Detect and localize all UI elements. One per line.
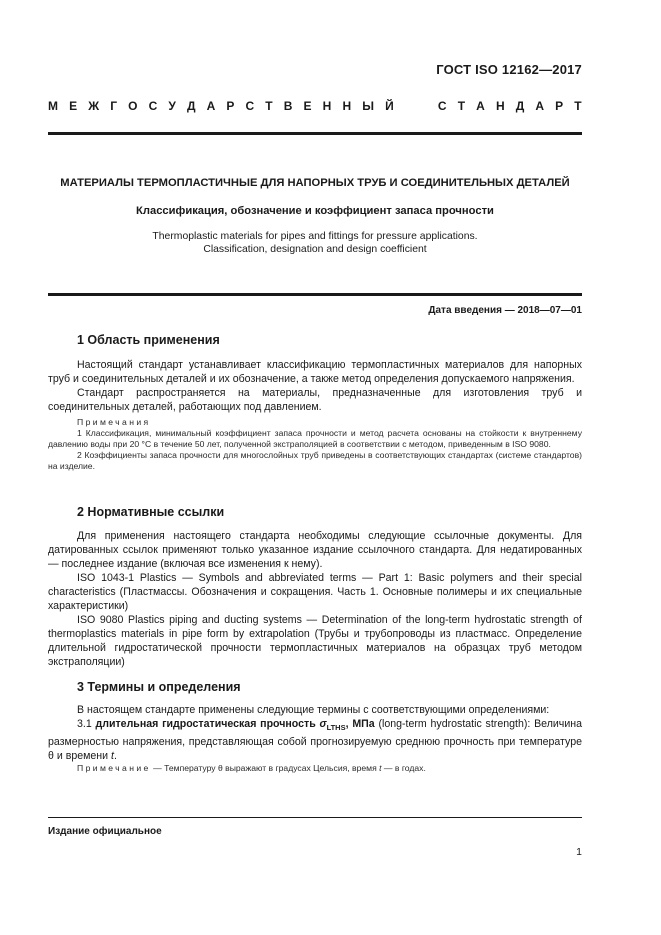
heading-letter: С: [148, 99, 158, 113]
heading-letter: Е: [69, 99, 78, 113]
heading-letter: Ж: [88, 99, 100, 113]
term-unit: , МПа: [345, 718, 375, 730]
section-2-paragraph-1: Для применения настоящего стандарта необходимы следующие ссылочные документы. Для датированных ссылок применяют только указанное издание ссылочного стандарта. Для недатированных — последнее издание (включая все изменения к нему).: [48, 530, 582, 570]
section-2-title: 2 Нормативные ссылки: [77, 505, 225, 519]
english-title-line-1: Thermoplastic materials for pipes and fittings for pressure applications.: [152, 231, 478, 242]
heading-letter: Й: [385, 99, 394, 113]
introduction-date: Дата введения — 2018—07—01: [428, 305, 582, 316]
term-symbol: σ: [319, 718, 327, 730]
term-end: .: [113, 750, 117, 763]
heading-letter: Н: [495, 99, 505, 113]
note-2: 2 Коэффициенты запаса прочности для многослойных труб приведены в соответствующих стандартах (системе стандартов) на изделие.: [48, 450, 582, 471]
section-3-note-line: [48, 763, 582, 774]
section-1-notes: [48, 417, 582, 472]
heading-letter: Д: [515, 99, 525, 113]
heading-letter: А: [476, 99, 485, 113]
title-rule: [48, 293, 582, 296]
document-number: ГОСТ ISO 12162—2017: [436, 62, 582, 77]
term-name: длительная гидростатическая прочность: [95, 718, 316, 730]
section-1-paragraph-2: Стандарт распространяется на материалы, предназначенные для изготовления труб и соединительных деталей, работающих под давлением.: [48, 387, 582, 413]
note-text-b: — в годах.: [381, 763, 426, 773]
heading-letter: Р: [226, 99, 235, 113]
interstate-standard-heading: [48, 99, 582, 113]
heading-letter: Е: [303, 99, 312, 113]
term-definition: (long-term hydrostatic strength): Величина размерностью напряжения, представляющая собой прогнозируемую среднюю прочность при температуре θ и времени: [48, 718, 582, 763]
section-1-paragraph-1: Настоящий стандарт устанавливает классификацию термопластичных материалов для напорных труб и соединительных деталей и их обозначение, а также метод определения допускаемого напряжения.: [48, 359, 582, 385]
notes-label: Примечания: [77, 417, 151, 427]
note-1: 1 Классификация, минимальный коэффициент запаса прочности и метод расчета основаны на стойкости к внутреннему давлению воды при 20 °С в течение 50 лет, полученной экстраполяцией в соответствии с методом, приведенным в ISO 9080.: [48, 428, 582, 449]
note-time-variable: t: [379, 763, 382, 773]
page-number: 1: [576, 846, 582, 858]
heading-letter: В: [283, 99, 293, 113]
document-subtitle: Классификация, обозначение и коэффициент запаса прочности: [136, 205, 494, 217]
term-3-1: [48, 717, 582, 763]
heading-letter: У: [168, 99, 176, 113]
section-2-body: [48, 529, 582, 669]
heading-word-gap: [405, 99, 427, 113]
section-3-paragraph-1: В настоящем стандарте применены следующие термины с соответствующими определениями:: [77, 704, 550, 716]
heading-letter: А: [535, 99, 545, 113]
section-3-body: [48, 703, 582, 763]
heading-letter: Т: [265, 99, 273, 113]
heading-letter: Д: [186, 99, 196, 113]
official-edition-label: Издание официальное: [48, 826, 162, 837]
heading-letter: Т: [574, 99, 582, 113]
heading-letter: Н: [322, 99, 332, 113]
term-number: 3.1: [77, 718, 92, 730]
section-1-body: [48, 358, 582, 414]
term-symbol-subscript: LTHS: [326, 723, 346, 733]
section-3-note: [48, 763, 582, 774]
heading-letter: О: [128, 99, 138, 113]
heading-letter: Ы: [362, 99, 374, 113]
heading-letter: Т: [457, 99, 466, 113]
section-2-reference-iso9080: ISO 9080 Plastics piping and ducting systems — Determination of the long-term hydrostatic strength of thermoplastics materials in pipe form by extrapolation (Трубы и трубопроводы из пластмасс. Определение длительной гидростатической прочности термопластичных материалов на образцах труб методом экстраполяции): [48, 614, 582, 668]
note-text-a: — Температуру θ выражают в градусах Цельсия, время: [150, 763, 380, 773]
section-2-reference-iso1043: ISO 1043-1 Plastics — Symbols and abbreviated terms — Part 1: Basic polymers and their special characteristics (Пластмассы. Обозначения и сокращения. Часть 1. Основные полимеры и их специальные характеристики): [48, 572, 582, 612]
english-title-line-2: Classification, designation and design coefficient: [203, 244, 427, 255]
heading-letter: С: [437, 99, 447, 113]
note-label: Примечание: [77, 763, 151, 773]
heading-letter: С: [245, 99, 255, 113]
term-time-variable: t: [111, 750, 114, 763]
footer-rule: [48, 817, 582, 818]
document-title: МАТЕРИАЛЫ ТЕРМОПЛАСТИЧНЫЕ ДЛЯ НАПОРНЫХ ТРУБ И СОЕДИНИТЕЛЬНЫХ ДЕТАЛЕЙ: [60, 177, 570, 189]
heading-letter: А: [206, 99, 216, 113]
heading-letter: Р: [555, 99, 564, 113]
heading-letter: М: [48, 99, 58, 113]
document-title-english: [48, 230, 582, 256]
section-1-title: 1 Область применения: [77, 333, 220, 347]
header-rule: [48, 132, 582, 135]
heading-letter: Г: [110, 99, 118, 113]
section-3-title: 3 Термины и определения: [77, 680, 241, 694]
heading-letter: Н: [342, 99, 352, 113]
